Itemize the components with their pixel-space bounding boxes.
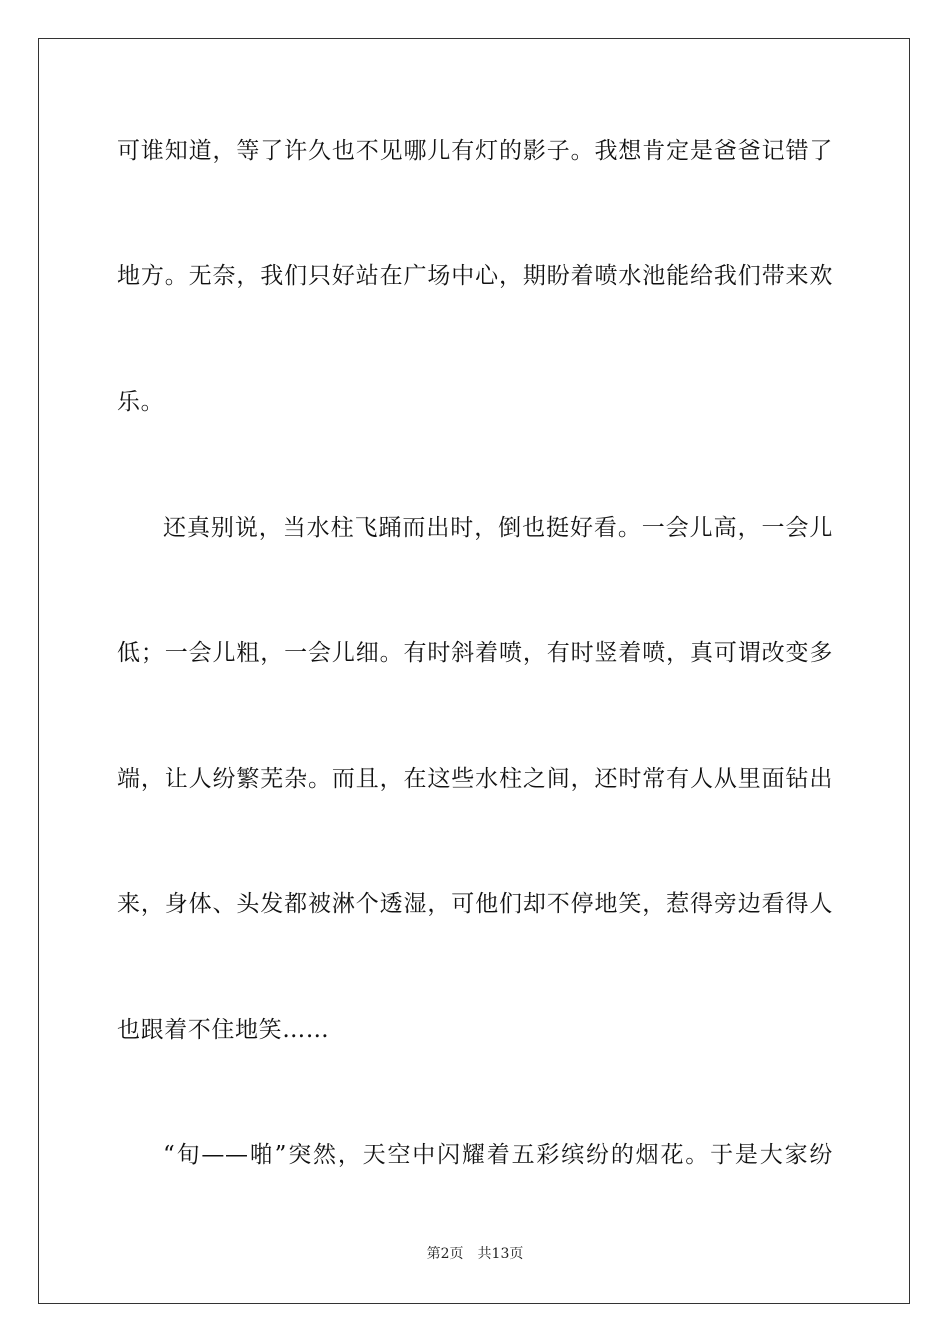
- text-line: 地方。无奈，我们只好站在广场中心，期盼着喷水池能给我们带来欢: [117, 263, 833, 289]
- text-line: 也跟着不住地笑……: [117, 1017, 330, 1043]
- page-frame: [38, 38, 910, 1304]
- paragraph-first-line: “旬——啪”突然，天空中闪耀着五彩缤纷的烟花。于是大家纷: [163, 1142, 833, 1168]
- paragraph-first-line: 还真别说，当水柱飞踊而出时，倒也挺好看。一会儿高，一会儿: [163, 515, 833, 541]
- page-number: 第2页: [426, 1246, 464, 1262]
- text-line: 低；一会儿粗，一会儿细。有时斜着喷，有时竖着喷，真可谓改变多: [117, 640, 833, 666]
- text-line: 来，身体、头发都被淋个透湿，可他们却不停地笑，惹得旁边看得人: [117, 891, 833, 917]
- text-line: 端，让人纷繁芜杂。而且，在这些水柱之间，还时常有人从里面钻出: [117, 766, 833, 792]
- page-total: 共13页: [477, 1246, 524, 1262]
- page-footer: [0, 1245, 950, 1263]
- text-line: 可谁知道，等了许久也不见哪儿有灯的影子。我想肯定是爸爸记错了: [117, 138, 833, 164]
- text-line: 乐。: [117, 389, 165, 415]
